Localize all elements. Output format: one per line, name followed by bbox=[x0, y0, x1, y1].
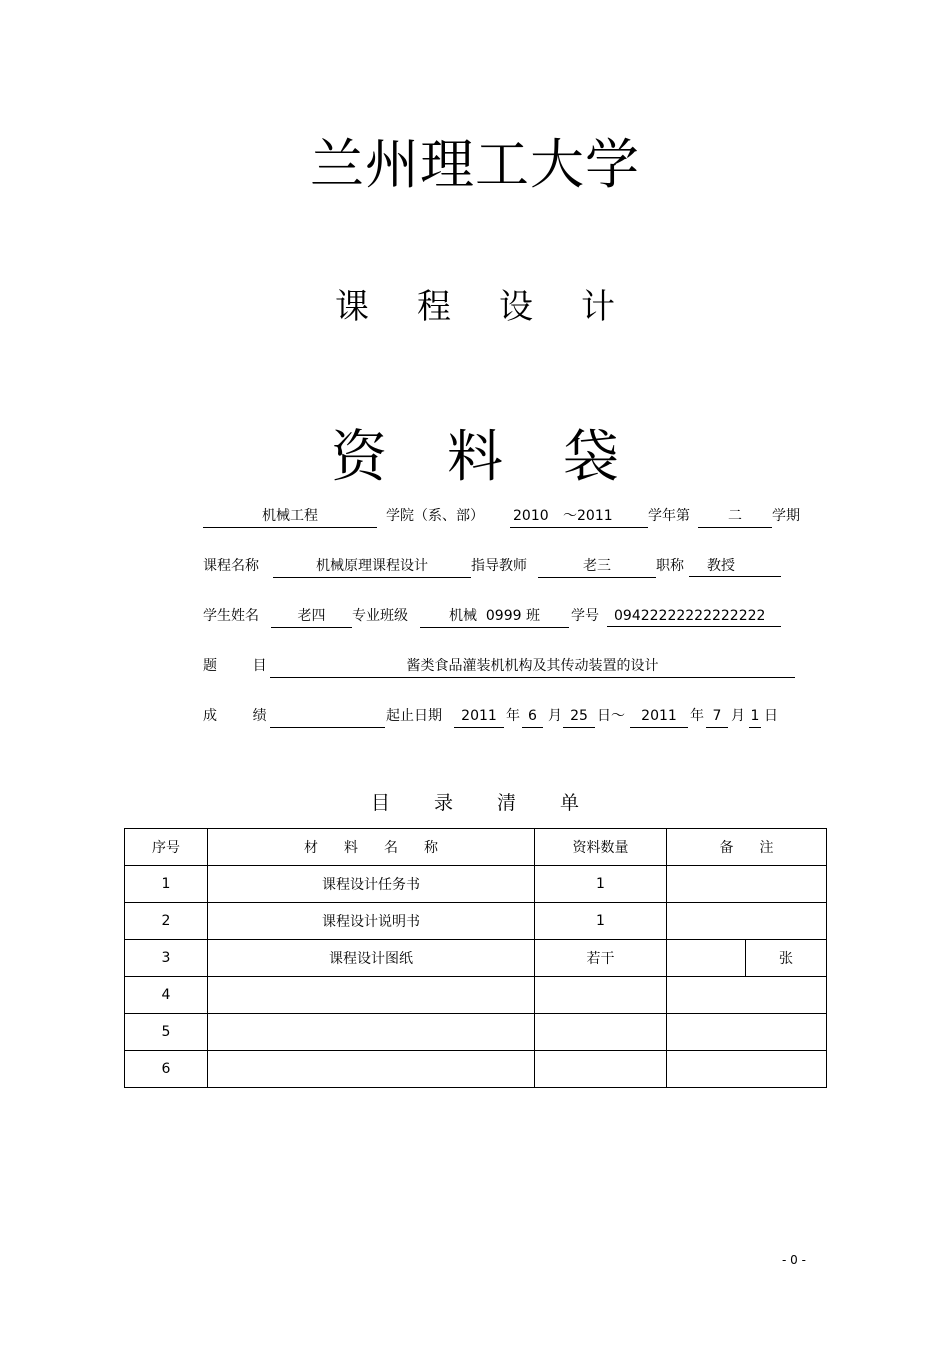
row-note bbox=[667, 940, 746, 977]
month-unit-end: 月 bbox=[731, 708, 745, 724]
row-name bbox=[208, 1051, 535, 1088]
end-month-field: 7 bbox=[706, 705, 728, 728]
table-header-row bbox=[125, 829, 827, 866]
year-unit: 年 bbox=[506, 708, 520, 724]
start-day-field: 25 bbox=[563, 705, 595, 728]
topic-field: 酱类食品灌装机机构及其传动装置的设计 bbox=[270, 655, 795, 678]
form-line-college bbox=[203, 505, 813, 527]
end-year-field: 2011 bbox=[630, 705, 688, 728]
year-label: 学年第 bbox=[648, 508, 690, 524]
title-char: 袋 bbox=[563, 425, 619, 490]
student-label: 学生姓名 bbox=[203, 608, 259, 624]
table-row bbox=[125, 940, 827, 977]
title-char: 资 bbox=[331, 425, 387, 490]
day-range-separator: 日～ bbox=[597, 708, 625, 724]
class-label: 专业班级 bbox=[352, 608, 408, 624]
grade-label: 成 绩 bbox=[203, 708, 267, 724]
header-note-char: 注 bbox=[759, 840, 774, 856]
row-qty bbox=[535, 1051, 667, 1088]
inventory-title bbox=[0, 790, 950, 816]
row-index: 5 bbox=[125, 1014, 208, 1051]
row-index: 6 bbox=[125, 1051, 208, 1088]
row-index: 3 bbox=[125, 940, 208, 977]
advisor-label: 指导教师 bbox=[471, 558, 527, 574]
course-label: 课程名称 bbox=[203, 558, 259, 574]
header-name bbox=[208, 829, 535, 866]
day-unit: 日 bbox=[764, 708, 778, 724]
academic-year-field bbox=[510, 505, 648, 528]
row-qty: 若干 bbox=[535, 940, 667, 977]
inventory-title-char: 清 bbox=[497, 792, 517, 814]
start-year-field: 2011 bbox=[454, 705, 504, 728]
date-label: 起止日期 bbox=[386, 708, 442, 724]
subtitle-char: 计 bbox=[581, 287, 615, 327]
header-qty: 资料数量 bbox=[535, 829, 667, 866]
table-row bbox=[125, 977, 827, 1014]
row-index: 1 bbox=[125, 866, 208, 903]
end-day-field: 1 bbox=[749, 705, 761, 728]
inventory-title-char: 单 bbox=[560, 792, 580, 814]
row-index: 2 bbox=[125, 903, 208, 940]
header-name-char: 材 bbox=[304, 840, 318, 856]
table-row bbox=[125, 903, 827, 940]
term-label: 学期 bbox=[772, 508, 800, 524]
header-index: 序号 bbox=[125, 829, 208, 866]
row-name bbox=[208, 977, 535, 1014]
header-name-char: 称 bbox=[424, 840, 438, 856]
inventory-table bbox=[124, 828, 827, 1088]
year-unit-end: 年 bbox=[690, 708, 704, 724]
university-title: 兰州理工大学 bbox=[310, 133, 640, 196]
table-row bbox=[125, 866, 827, 903]
subtitle-char: 课 bbox=[335, 287, 369, 327]
row-name: 课程设计图纸 bbox=[208, 940, 535, 977]
student-field: 老四 bbox=[271, 605, 352, 628]
subtitle-char: 程 bbox=[417, 287, 451, 327]
table-row bbox=[125, 1014, 827, 1051]
topic-label: 题 目 bbox=[203, 658, 267, 674]
row-note bbox=[667, 903, 827, 940]
form-line-course bbox=[203, 555, 783, 577]
rank-field: 教授 bbox=[689, 555, 781, 577]
id-field: 09422222222222222 bbox=[607, 605, 781, 627]
header-note bbox=[667, 829, 827, 866]
inventory-title-char: 录 bbox=[433, 792, 453, 814]
page-number: - 0 - bbox=[782, 1253, 806, 1267]
table-row bbox=[125, 1051, 827, 1088]
form-line-grade-dates bbox=[203, 705, 793, 727]
row-name: 课程设计说明书 bbox=[208, 903, 535, 940]
row-qty bbox=[535, 1014, 667, 1051]
year-end: ～2011 bbox=[563, 508, 613, 524]
course-design-title bbox=[0, 286, 950, 328]
rank-label: 职称 bbox=[656, 558, 684, 574]
form-line-student bbox=[203, 605, 783, 627]
header-name-char: 料 bbox=[344, 840, 358, 856]
row-qty: 1 bbox=[535, 903, 667, 940]
row-name bbox=[208, 1014, 535, 1051]
start-month-field: 6 bbox=[522, 705, 543, 728]
grade-field bbox=[270, 705, 385, 728]
row-note bbox=[667, 1051, 827, 1088]
college-label: 学院（系、部） bbox=[386, 508, 484, 524]
subtitle-char: 设 bbox=[499, 287, 533, 327]
inventory-title-char: 目 bbox=[370, 792, 390, 814]
title-char: 料 bbox=[447, 425, 503, 490]
row-note bbox=[667, 866, 827, 903]
header-note-char: 备 bbox=[719, 840, 734, 856]
row-unit: 张 bbox=[746, 940, 827, 977]
row-index: 4 bbox=[125, 977, 208, 1014]
term-field: 二 bbox=[698, 505, 772, 528]
class-field: 机械 0999 班 bbox=[420, 605, 569, 628]
advisor-field: 老三 bbox=[538, 555, 656, 578]
month-unit: 月 bbox=[548, 708, 562, 724]
year-start: 2010 bbox=[513, 508, 549, 524]
form-line-topic bbox=[203, 655, 798, 677]
course-field: 机械原理课程设计 bbox=[273, 555, 471, 578]
row-name: 课程设计任务书 bbox=[208, 866, 535, 903]
college-field: 机械工程 bbox=[203, 505, 377, 528]
header-name-char: 名 bbox=[384, 840, 398, 856]
id-label: 学号 bbox=[571, 608, 599, 624]
row-note bbox=[667, 977, 827, 1014]
row-qty bbox=[535, 977, 667, 1014]
document-bag-title bbox=[0, 424, 950, 492]
row-note bbox=[667, 1014, 827, 1051]
row-qty: 1 bbox=[535, 866, 667, 903]
